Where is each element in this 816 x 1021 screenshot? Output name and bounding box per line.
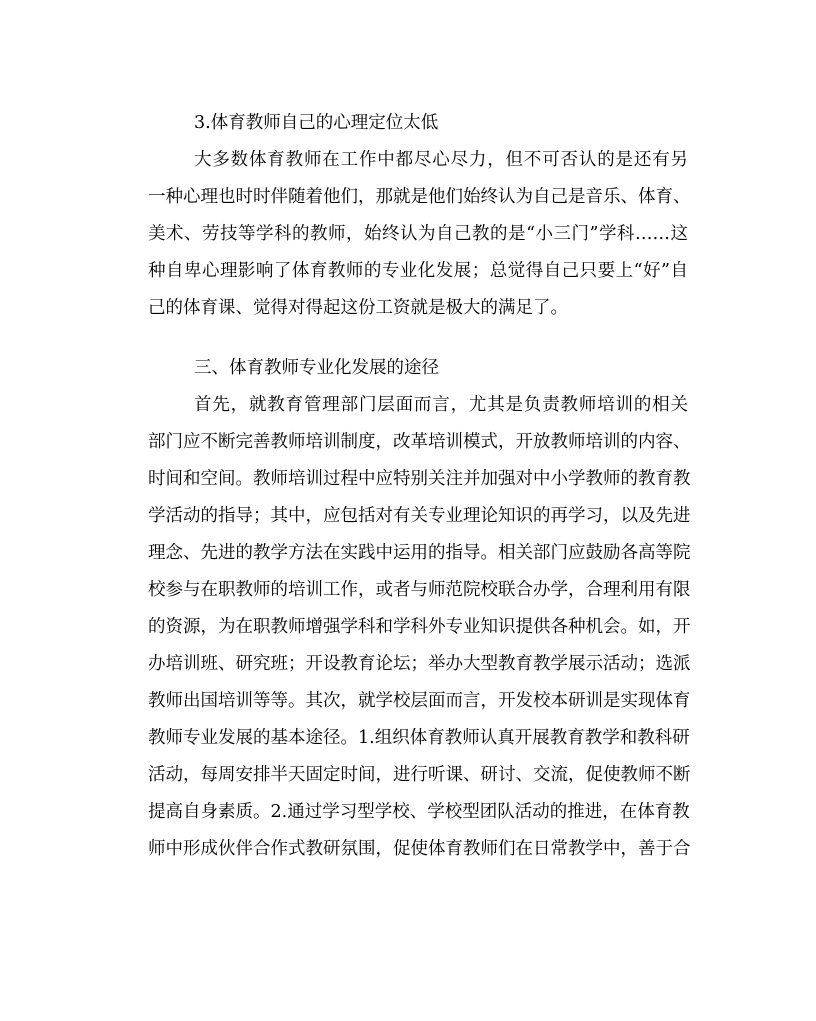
paragraph-2-line: 活动，每周安排半天固定时间，进行听课、研讨、交流，促使教师不断 <box>148 765 691 785</box>
paragraph-2-line: 教师出国培训等等。其次，就学校层面而言，开发校本研训是实现体育 <box>148 691 691 711</box>
paragraph-1 <box>148 142 691 327</box>
paragraph-2-line: 时间和空间。教师培训过程中应特别关注并加强对中小学教师的教育教 <box>148 469 691 489</box>
paragraph-2-line: 学活动的指导；其中，应包括对有关专业理论知识的再学习，以及先进 <box>148 506 691 526</box>
paragraph-2-line: 首先，就教育管理部门层面而言，尤其是负责教师培训的相关 <box>194 395 688 415</box>
paragraph-2-line: 师中形成伙伴合作式教研氛围，促使体育教师们在日常教学中，善于合 <box>148 839 691 859</box>
paragraph-2 <box>148 387 691 868</box>
paragraph-2-line: 办培训班、研究班；开设教育论坛；举办大型教育教学展示活动；选派 <box>148 654 691 674</box>
paragraph-1-line: 美术、劳技等学科的教师，始终认为自己教的是“小三门”学科……这 <box>148 224 688 244</box>
paragraph-1-line: 种自卑心理影响了体育教师的专业化发展；总觉得自己只要上“好”自 <box>148 261 688 281</box>
paragraph-2-line: 的资源，为在职教师增强学科和学科外专业知识提供各种机会。如，开 <box>148 617 691 637</box>
paragraph-2-line: 校参与在职教师的培训工作，或者与师范院校联合办学，合理利用有限 <box>148 580 691 600</box>
paragraph-2-line: 教师专业发展的基本途径。1.组织体育教师认真开展教育教学和教科研 <box>148 728 690 748</box>
section-title-text: 三、体育教师专业化发展的途径 <box>194 358 439 378</box>
paragraph-1-line: 一种心理也时时伴随着他们，那就是他们始终认为自己是音乐、体育、 <box>148 187 691 207</box>
subheading-3 <box>148 105 688 142</box>
paragraph-1-line: 己的体育课、觉得对得起这份工资就是极大的满足了。 <box>148 298 568 318</box>
paragraph-2-line: 理念、先进的教学方法在实践中运用的指导。相关部门应鼓励各高等院 <box>148 543 691 563</box>
paragraph-1-line: 大多数体育教师在工作中都尽心尽力，但不可否认的是还有另 <box>194 150 688 170</box>
paragraph-2-line: 部门应不断完善教师培训制度，改革培训模式，开放教师培训的内容、 <box>148 432 691 452</box>
section-title <box>148 350 688 387</box>
paragraph-2-line: 提高自身素质。2.通过学习型学校、学校型团队活动的推进，在体育教 <box>148 802 690 822</box>
subheading-3-text: 3.体育教师自己的心理定位太低 <box>194 113 439 133</box>
